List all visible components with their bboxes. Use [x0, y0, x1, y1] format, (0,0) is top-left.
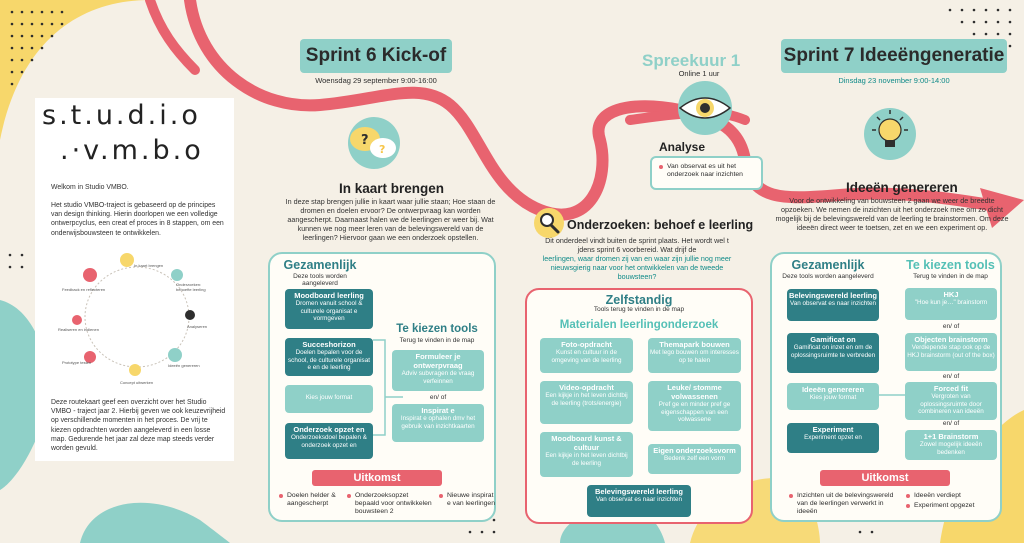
tool-desc: Kunst en cultuur in de omgeving van de leerling — [551, 349, 622, 364]
onderzoeken-text-1: Dit onderdeel vindt buiten de sprint plaats. Het wordt wel t jdens sprint 6 voorbereid. Wat drijf de — [545, 236, 729, 254]
tool-desc: Kies jouw format — [809, 394, 857, 401]
tool-title: Belevingswereld leerling — [595, 487, 683, 496]
tool-moodboard-kunst[interactable] — [540, 432, 633, 477]
tool-title: Moodboard kunst & cultuur — [551, 434, 622, 452]
tool-title: Belevingswereld leerling — [789, 291, 877, 300]
tool-1plus1-brainstorm[interactable] — [905, 430, 997, 460]
tool-desc: "Hoe kun je…" brainstorm — [914, 299, 988, 306]
tool-desc: Experiment opzet en — [804, 434, 862, 441]
sprint7-date: Dinsdag 23 november 9:00-14:00 — [838, 76, 950, 85]
onderzoeken-title: Onderzoeken: behoef e leerling — [567, 218, 754, 232]
tool-desc: Adviv subvragen de vraag verfeinnen — [401, 370, 475, 385]
or-label: en/ of — [942, 420, 960, 427]
sprint7-outcome-3: Experiment opgezet — [905, 502, 997, 510]
tool-kies-format[interactable] — [285, 385, 373, 413]
sprint7-step-title: Ideeën genereren — [846, 180, 958, 195]
sprint6-step-title: In kaart brengen — [339, 181, 445, 196]
tool-desc: Met lego bouwen om interesses op te halen — [650, 349, 739, 364]
spreekuur-sub: Online 1 uur — [678, 69, 720, 78]
cycle-label-7: Realiseren en indienen — [58, 327, 99, 332]
sprint6-date: Woensdag 29 september 9:00-16:00 — [315, 76, 437, 85]
cycle-label-4: Ideeën genereren — [168, 363, 200, 368]
tool-desc: Pref ge en minder pref ge eigenschappen van een volwassene — [658, 401, 731, 423]
sprint6-banner: Sprint 6 Kick-of — [300, 39, 452, 73]
tool-objecten-brainstorm[interactable] — [905, 333, 997, 371]
cycle-label-3: Analyseren — [187, 324, 208, 329]
tool-title: Inspirat e — [421, 406, 455, 415]
tool-desc: Dromen vanuit school & culturele organisat e vormgeven — [295, 300, 363, 322]
tool-desc: Onderzoeksdoel bepalen & onderzoek opzet en — [291, 434, 367, 449]
tool-desc: Zowel mogelijk ideeën bedenken — [919, 441, 983, 456]
tool-desc: Vergroten van oplossingsruimte door combineren van ideeën — [918, 393, 984, 415]
lightbulb-icon — [858, 102, 922, 166]
tool-title: Succeshorizon — [302, 340, 356, 349]
svg-text:?: ? — [379, 143, 386, 156]
cycle-label-2: Onderzoeken: behoefte leerling — [176, 282, 206, 292]
sprint7-panel-heading: Gezamenlijk — [791, 258, 865, 272]
sprint6-outcome-2: Onderzoeksopzet bepaald voor ontwikkelen bouwsteen 2 — [346, 492, 434, 516]
tool-themapark[interactable] — [648, 338, 741, 373]
sprint6-panel-heading: Gezamenlijk — [283, 258, 357, 272]
tool-forced-fit[interactable] — [905, 382, 997, 420]
tool-title: Formuleer je ontwerpvraag — [413, 352, 463, 370]
tool-ontwerpvraag[interactable] — [392, 350, 484, 391]
tool-belevingswereld-leerling[interactable] — [787, 289, 879, 321]
tool-title: Video-opdracht — [559, 383, 614, 392]
welcome-text: Welkom in Studio VMBO. — [51, 184, 129, 191]
sprint7-step-text: Voor de ontwikkeling van bouwsteen 2 gaan we weer de breedte opzoeken. We nemen de inzichten uit het onderzoek mee om zo dicht mogelijk bij de belevingswereld van de leerling te brainstormen. Om deze ideeën direct weer te toetsen, zet en we een experiment op. — [775, 196, 1009, 232]
tool-desc: Gamificat on inzet en om de oplossingsruimte te verbreden — [790, 344, 876, 359]
tool-gamificatie[interactable] — [787, 333, 879, 373]
tool-desc: Van observat es naar inzichten — [596, 496, 682, 503]
sprint6-outcome-1: Doelen helder & aangescherpt — [278, 492, 343, 508]
cycle-label-1: In kaart brengen — [134, 263, 164, 268]
sprint6-outcome-header: Uitkomst — [312, 470, 442, 486]
eye-icon — [672, 80, 738, 136]
tool-moodboard-leerling[interactable] — [285, 289, 373, 329]
sprint7-outcome-header: Uitkomst — [820, 470, 950, 486]
tool-desc: Verdiepende stap ook op de HKJ brainstorm (out of the box) — [907, 344, 995, 359]
intro-paragraph: Het studio VMBO-traject is gebaseerd op de principes van design thinking. Hierin doorlopen we een volledige ontwerpcyclus, een creat ef proces in 8 stappen, om een onderwijsbouwsteen te ontwikkelen. — [51, 202, 224, 237]
cycle-label-8: Feedback en reflecteren — [62, 287, 106, 292]
tool-title: Eigen onderzoeksvorm — [653, 446, 736, 455]
materialen-heading: Materialen leerlingonderzoek — [559, 319, 719, 331]
spreekuur-title: Spreekuur 1 — [642, 51, 741, 70]
sprint7-choice-sub: Terug te vinden in de map — [913, 273, 988, 280]
sprint7-outcome-2: Ideeën verdiept — [905, 492, 997, 500]
tool-foto-opdracht[interactable] — [540, 338, 633, 373]
tool-desc: Doelen bepalen voor de school, de culturele organisat e en de leerling — [288, 349, 370, 371]
sprint7-panel-sub: Deze tools worden aangeleverd — [782, 273, 874, 280]
intro-paragraph-2: Deze routekaart geef een overzicht over het Studio VMBO - traject jaar 2. Hierbij geven we ook keuzevrijheid op verschillende momenten in het proces. De vrij te kiezen opdrachten worden aangeleverd in een losse map. Gedurende het jaar zal deze map steeds verder worden gevuld. — [51, 399, 226, 453]
speech-bubbles-icon — [338, 115, 410, 170]
tool-title: Onderzoek opzet en — [293, 425, 365, 434]
tool-desc: Een kijkje in het leven dichtbij de leerling — [545, 452, 628, 467]
tool-desc: Kies jouw format — [305, 394, 353, 401]
vmbo-logo: .·v.m.b.o — [60, 135, 204, 166]
sprint7-choice-heading: Te kiezen tools — [906, 258, 995, 272]
sprint6-choice-sub: Terug te vinden in de map — [399, 337, 475, 344]
onderzoeken-text-2: leerlingen, waar dromen zij van en waar zijn jullie nog meer nieuwsgierig naar voor het ontwikkelen van de tweede bouwsteen? — [542, 254, 732, 281]
cycle-label-5: Concept uitwerken — [120, 380, 154, 385]
svg-text:?: ? — [361, 133, 369, 148]
studio-logo: s.t.u.d.i.o — [42, 100, 201, 131]
cycle-label-6: Prototype testen — [62, 360, 92, 365]
sprint6-step-text: In deze stap brengen jullie in kaart waar jullie staan; Hoe staan de dromen en doelen ervoor? De ontwerpvraag kan worden aangescherpt. Daarnaast halen we de leerlingen er weer bij. Wat kunnen we nog meer leren van de belevingswereld van de leerlingen? Hiervoor gaan we een onderzoek opstellen. — [285, 197, 496, 242]
tool-experiment[interactable] — [787, 423, 879, 453]
tool-desc: Van observat es naar inzichten — [790, 300, 876, 307]
magnifier-icon — [533, 207, 565, 239]
tool-belevingswereld[interactable] — [587, 485, 691, 517]
cycle-icons — [72, 253, 195, 376]
zelfstandig-sub: Tools terug te vinden in de map — [593, 306, 685, 313]
tool-video-opdracht[interactable] — [540, 381, 633, 424]
tool-hkj[interactable] — [905, 288, 997, 320]
tool-title: 1+1 Brainstorm — [923, 432, 979, 441]
tool-title: Foto-opdracht — [561, 340, 612, 349]
sprint7-banner: Sprint 7 Ideeëngeneratie — [781, 39, 1007, 73]
tool-succeshorizon[interactable] — [285, 338, 373, 376]
connector-lines — [879, 385, 905, 405]
tool-desc: Bedenk zelf een vorm — [664, 455, 725, 462]
tool-inspiratie[interactable] — [392, 404, 484, 442]
sprint7-outcome-1: Inzichten uit de belevingswereld van de leerlingen verwerkt in ideeën — [788, 492, 900, 516]
tool-desc: Een kijkje in het leven dichtbij de leerling (trots/energie) — [545, 392, 628, 407]
sprint6-outcome-3: Nieuwe inspirat e van leerlingen — [438, 492, 496, 508]
sprint6-panel-sub: Deze tools worden aangeleverd — [293, 273, 347, 287]
tool-title: Ideeën genereren — [801, 385, 865, 394]
analyse-title: Analyse — [659, 140, 706, 154]
analyse-text: Van observat es uit het onderzoek naar inzichten — [658, 163, 758, 179]
sprint6-choice-heading: Te kiezen tools — [396, 323, 478, 335]
tool-title: Themapark bouwen — [659, 340, 730, 349]
tool-leuke-volwassenen[interactable] — [648, 381, 741, 431]
tool-eigen-onderzoeksvorm[interactable] — [648, 444, 741, 474]
or-label: en/ of — [942, 373, 960, 380]
tool-title: Moodboard leerling — [294, 291, 364, 300]
zelfstandig-heading: Zelfstandig — [605, 293, 673, 307]
or-label: en/ of — [942, 323, 960, 330]
tool-title: HKJ — [943, 290, 959, 299]
tool-title: Objecten brainstorm — [914, 335, 988, 344]
tool-onderzoek-opzetten[interactable] — [285, 423, 373, 459]
tool-title: Experiment — [812, 425, 854, 434]
tool-title: Gamificat on — [810, 335, 856, 344]
tool-title: Leuke/ stomme volwassenen — [667, 383, 722, 401]
tool-desc: Inspirat e ophalen dmv het gebruik van inzichtkaarten — [400, 415, 476, 430]
tool-title: Forced fit — [933, 384, 969, 393]
or-label: en/ of — [429, 394, 447, 401]
tool-ideeen-genereren[interactable] — [787, 383, 879, 410]
